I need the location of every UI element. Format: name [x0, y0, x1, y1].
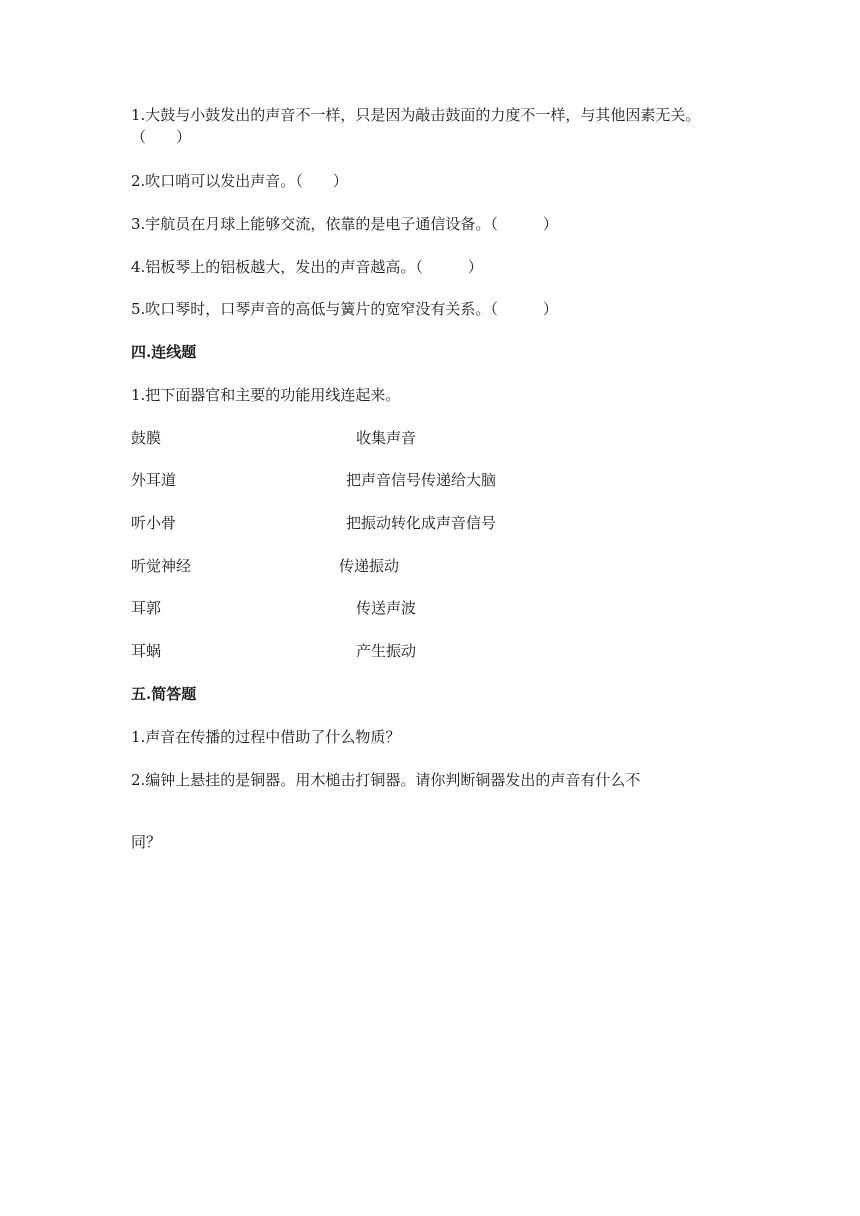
organ-eardrum: 鼓膜: [131, 429, 162, 447]
function-produce-vibration: 产生振动: [356, 642, 417, 660]
short-answer-heading: 五.简答题: [131, 685, 197, 703]
sa-question-2-line-1: 2.编钟上悬挂的是铜器。用木槌击打铜器。请你判断铜器发出的声音有什么不: [131, 771, 641, 789]
sa-question-1: 1.声音在传播的过程中借助了什么物质？: [131, 728, 401, 746]
tf-question-1: 1.大鼓与小鼓发出的声音不一样，只是因为敲击鼓面的力度不一样，与其他因素无关。（ ）: [131, 106, 701, 146]
tf-question-3: 3.宇航员在月球上能够交流，依靠的是电子通信设备。（ ）: [131, 215, 558, 233]
function-transmit-sound-waves: 传送声波: [356, 599, 417, 617]
matching-instruction: 1.把下面器官和主要的功能用线连起来。: [131, 386, 401, 404]
sa-question-2-line-2: 同？: [131, 833, 162, 851]
organ-auditory-nerve: 听觉神经: [131, 557, 192, 575]
organ-ear-canal: 外耳道: [131, 471, 177, 489]
matching-heading: 四.连线题: [131, 343, 197, 361]
function-transmit-to-brain: 把声音信号传递给大脑: [346, 471, 497, 489]
organ-auricle: 耳郭: [131, 599, 162, 617]
function-convert-vibration: 把振动转化成声音信号: [346, 514, 497, 532]
function-transmit-vibration: 传递振动: [339, 557, 400, 575]
organ-ossicles: 听小骨: [131, 514, 177, 532]
tf-question-5: 5.吹口琴时，口琴声音的高低与簧片的宽窄没有关系。（ ）: [131, 300, 558, 318]
organ-cochlea: 耳蜗: [131, 642, 162, 660]
tf-question-4: 4.铝板琴上的铝板越大，发出的声音越高。（ ）: [131, 258, 483, 276]
function-collect-sound: 收集声音: [356, 429, 417, 447]
tf-question-2: 2.吹口哨可以发出声音。（ ）: [131, 172, 348, 190]
